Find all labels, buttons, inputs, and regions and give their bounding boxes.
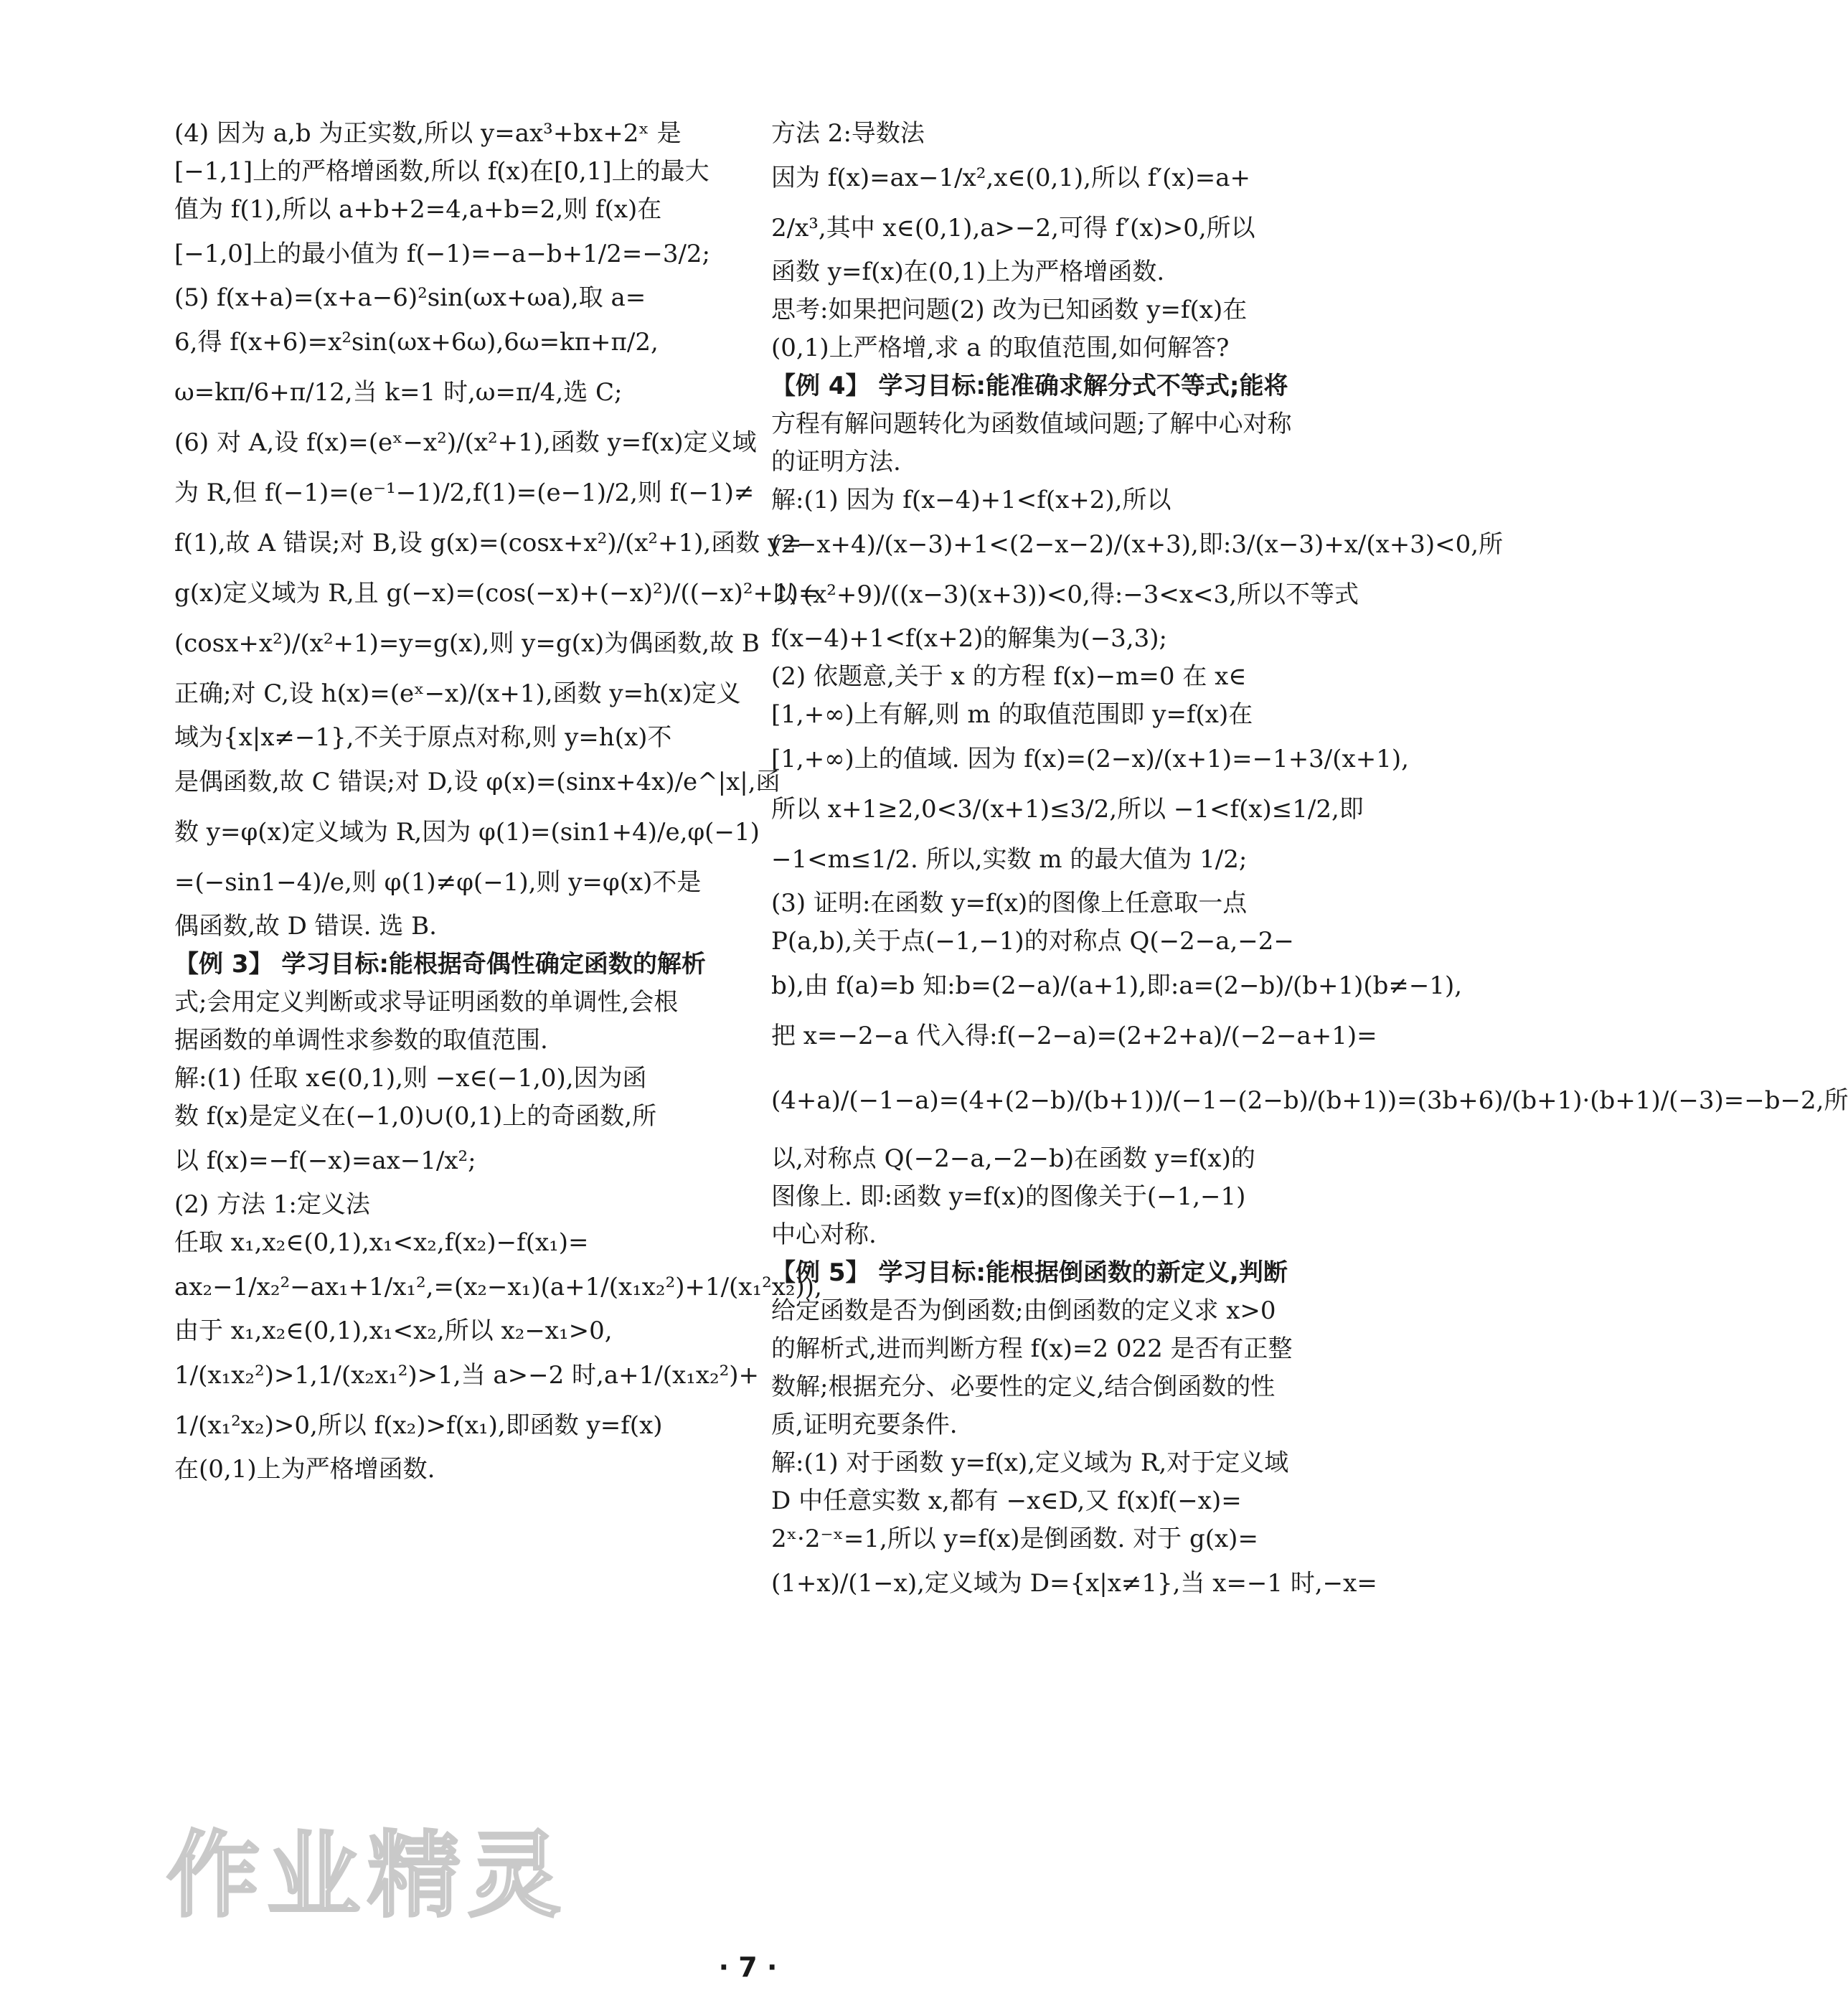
text-line: D 中任意实数 x,都有 −x∈D,又 f(x)f(−x)= bbox=[771, 1487, 1242, 1515]
text-line: (5) f(x+a)=(x+a−6)²sin(ωx+ωa),取 a= bbox=[174, 283, 646, 312]
text-line: f(x−4)+1<f(x+2)的解集为(−3,3); bbox=[771, 624, 1167, 653]
text-line: 以,对称点 Q(−2−a,−2−b)在函数 y=f(x)的 bbox=[771, 1144, 1255, 1173]
text-line: b),由 f(a)=b 知:b=(2−a)/(a+1),即:a=(2−b)/(b+1)(b≠−1), bbox=[771, 971, 1463, 1000]
text-line: (2) 方法 1:定义法 bbox=[174, 1190, 370, 1219]
text-line: 中心对称. bbox=[771, 1220, 877, 1249]
text-line: g(x)定义域为 R,且 g(−x)=(cos(−x)+(−x)²)/((−x)²+1)= bbox=[174, 579, 819, 608]
text-line: 式;会用定义判断或求导证明函数的单调性,会根 bbox=[174, 988, 679, 1017]
text-line: (4) 因为 a,b 为正实数,所以 y=ax³+bx+2ˣ 是 bbox=[174, 119, 682, 148]
text-line: [−1,1]上的严格增函数,所以 f(x)在[0,1]上的最大 bbox=[174, 157, 710, 186]
watermark bbox=[166, 1801, 568, 1937]
text-line: (2) 依题意,关于 x 的方程 f(x)−m=0 在 x∈ bbox=[771, 662, 1247, 691]
text-line: 给定函数是否为倒函数;由倒函数的定义求 x>0 bbox=[771, 1296, 1276, 1325]
text-line: 由于 x₁,x₂∈(0,1),x₁<x₂,所以 x₂−x₁>0, bbox=[174, 1316, 613, 1345]
text-line: 数解;根据充分、必要性的定义,结合倒函数的性 bbox=[771, 1372, 1276, 1401]
text-line: ax₂−1/x₂²−ax₁+1/x₁²,=(x₂−x₁)(a+1/(x₁x₂²)+1/(x₁²x₂)), bbox=[174, 1273, 822, 1301]
text-line: −1<m≤1/2. 所以,实数 m 的最大值为 1/2; bbox=[771, 845, 1248, 874]
text-line: 数 y=φ(x)定义域为 R,因为 φ(1)=(sin1+4)/e,φ(−1) bbox=[174, 818, 760, 847]
text-line: (cosx+x²)/(x²+1)=y=g(x),则 y=g(x)为偶函数,故 B bbox=[174, 629, 760, 658]
text-line: 1/(x₁x₂²)>1,1/(x₂x₁²)>1,当 a>−2 时,a+1/(x₁x₂²)+ bbox=[174, 1361, 759, 1390]
text-line: 所以 x+1≥2,0<3/(x+1)≤3/2,所以 −1<f(x)≤1/2,即 bbox=[771, 795, 1364, 824]
text-line: 图像上. 即:函数 y=f(x)的图像关于(−1,−1) bbox=[771, 1182, 1246, 1211]
text-line: 是偶函数,故 C 错误;对 D,设 φ(x)=(sinx+4x)/e^|x|,函 bbox=[174, 768, 781, 796]
example-5-heading: 【例 5】 学习目标:能根据倒函数的新定义,判断 bbox=[771, 1258, 1288, 1287]
text-line: (1+x)/(1−x),定义域为 D={x|x≠1},当 x=−1 时,−x= bbox=[771, 1569, 1377, 1598]
text-line: 把 x=−2−a 代入得:f(−2−a)=(2+2+a)/(−2−a+1)= bbox=[771, 1022, 1377, 1050]
text-line: f(1),故 A 错误;对 B,设 g(x)=(cosx+x²)/(x²+1),函数 y= bbox=[174, 529, 802, 557]
text-line: 任取 x₁,x₂∈(0,1),x₁<x₂,f(x₂)−f(x₁)= bbox=[174, 1228, 589, 1257]
text-line: 以 (x²+9)/((x−3)(x+3))<0,得:−3<x<3,所以不等式 bbox=[771, 580, 1359, 609]
text-line: 在(0,1)上为严格增函数. bbox=[174, 1455, 435, 1484]
text-line: [1,+∞)上有解,则 m 的取值范围即 y=f(x)在 bbox=[771, 700, 1253, 729]
text-line: 解:(1) 任取 x∈(0,1),则 −x∈(−1,0),因为函 bbox=[174, 1064, 647, 1093]
text-line: 方程有解问题转化为函数值域问题;了解中心对称 bbox=[771, 410, 1292, 438]
text-line: [1,+∞)上的值域. 因为 f(x)=(2−x)/(x+1)=−1+3/(x+1), bbox=[771, 745, 1409, 773]
text-line: ω=kπ/6+π/12,当 k=1 时,ω=π/4,选 C; bbox=[174, 378, 623, 407]
text-line: 质,证明充要条件. bbox=[771, 1410, 958, 1439]
text-line: (6) 对 A,设 f(x)=(eˣ−x²)/(x²+1),函数 y=f(x)定义域 bbox=[174, 428, 757, 457]
text-line: 解:(1) 因为 f(x−4)+1<f(x+2),所以 bbox=[771, 486, 1172, 514]
text-line: 解:(1) 对于函数 y=f(x),定义域为 R,对于定义域 bbox=[771, 1449, 1289, 1477]
text-line: 以 f(x)=−f(−x)=ax−1/x²; bbox=[174, 1146, 476, 1175]
text-line: [−1,0]上的最小值为 f(−1)=−a−b+1/2=−3/2; bbox=[174, 240, 710, 268]
text-line: 的解析式,进而判断方程 f(x)=2 022 是否有正整 bbox=[771, 1334, 1293, 1363]
text-line: (3) 证明:在函数 y=f(x)的图像上任意取一点 bbox=[771, 889, 1248, 918]
example-4-heading: 【例 4】 学习目标:能准确求解分式不等式;能将 bbox=[771, 372, 1288, 400]
text-line: 数 f(x)是定义在(−1,0)∪(0,1)上的奇函数,所 bbox=[174, 1102, 657, 1131]
text-line: 域为{x|x≠−1},不关于原点对称,则 y=h(x)不 bbox=[174, 723, 672, 752]
example-3-heading: 【例 3】 学习目标:能根据奇偶性确定函数的解析 bbox=[174, 950, 706, 979]
left-column bbox=[174, 115, 822, 1489]
text-line: 1/(x₁²x₂)>0,所以 f(x₂)>f(x₁),即函数 y=f(x) bbox=[174, 1411, 663, 1440]
text-line: 据函数的单调性求参数的取值范围. bbox=[174, 1026, 548, 1055]
right-column bbox=[771, 115, 1848, 1608]
page-number: · 7 · bbox=[718, 1951, 778, 1983]
text-line: 2/x³,其中 x∈(0,1),a>−2,可得 f′(x)>0,所以 bbox=[771, 214, 1255, 242]
text-line: (0,1)上严格增,求 a 的取值范围,如何解答? bbox=[771, 334, 1230, 362]
text-line: 为 R,但 f(−1)=(e⁻¹−1)/2,f(1)=(e−1)/2,则 f(−1)≠ bbox=[174, 479, 755, 507]
text-line: (4+a)/(−1−a)=(4+(2−b)/(b+1))/(−1−(2−b)/(b+1))=(3b+6)/(b+1)·(b+1)/(−3)=−b−2,所 bbox=[771, 1086, 1848, 1115]
text-line: (2−x+4)/(x−3)+1<(2−x−2)/(x+3),即:3/(x−3)+x/(x+3)<0,所 bbox=[771, 530, 1504, 559]
text-line: P(a,b),关于点(−1,−1)的对称点 Q(−2−a,−2− bbox=[771, 927, 1294, 956]
text-line: 正确;对 C,设 h(x)=(eˣ−x)/(x+1),函数 y=h(x)定义 bbox=[174, 679, 741, 708]
text-line: 方法 2:导数法 bbox=[771, 119, 925, 148]
text-line: =(−sin1−4)/e,则 φ(1)≠φ(−1),则 y=φ(x)不是 bbox=[174, 868, 702, 897]
watermark-text: 作业精灵 bbox=[166, 1821, 569, 1930]
text-line: 6,得 f(x+6)=x²sin(ωx+6ω),6ω=kπ+π/2, bbox=[174, 328, 659, 357]
text-line: 函数 y=f(x)在(0,1)上为严格增函数. bbox=[771, 258, 1165, 286]
text-line: 的证明方法. bbox=[771, 448, 901, 476]
text-line: 思考:如果把问题(2) 改为已知函数 y=f(x)在 bbox=[771, 296, 1248, 324]
text-line: 2ˣ·2⁻ˣ=1,所以 y=f(x)是倒函数. 对于 g(x)= bbox=[771, 1525, 1258, 1553]
text-line: 值为 f(1),所以 a+b+2=4,a+b=2,则 f(x)在 bbox=[174, 195, 662, 224]
text-line: 因为 f(x)=ax−1/x²,x∈(0,1),所以 f′(x)=a+ bbox=[771, 164, 1251, 192]
text-line: 偶函数,故 D 错误. 选 B. bbox=[174, 912, 437, 941]
